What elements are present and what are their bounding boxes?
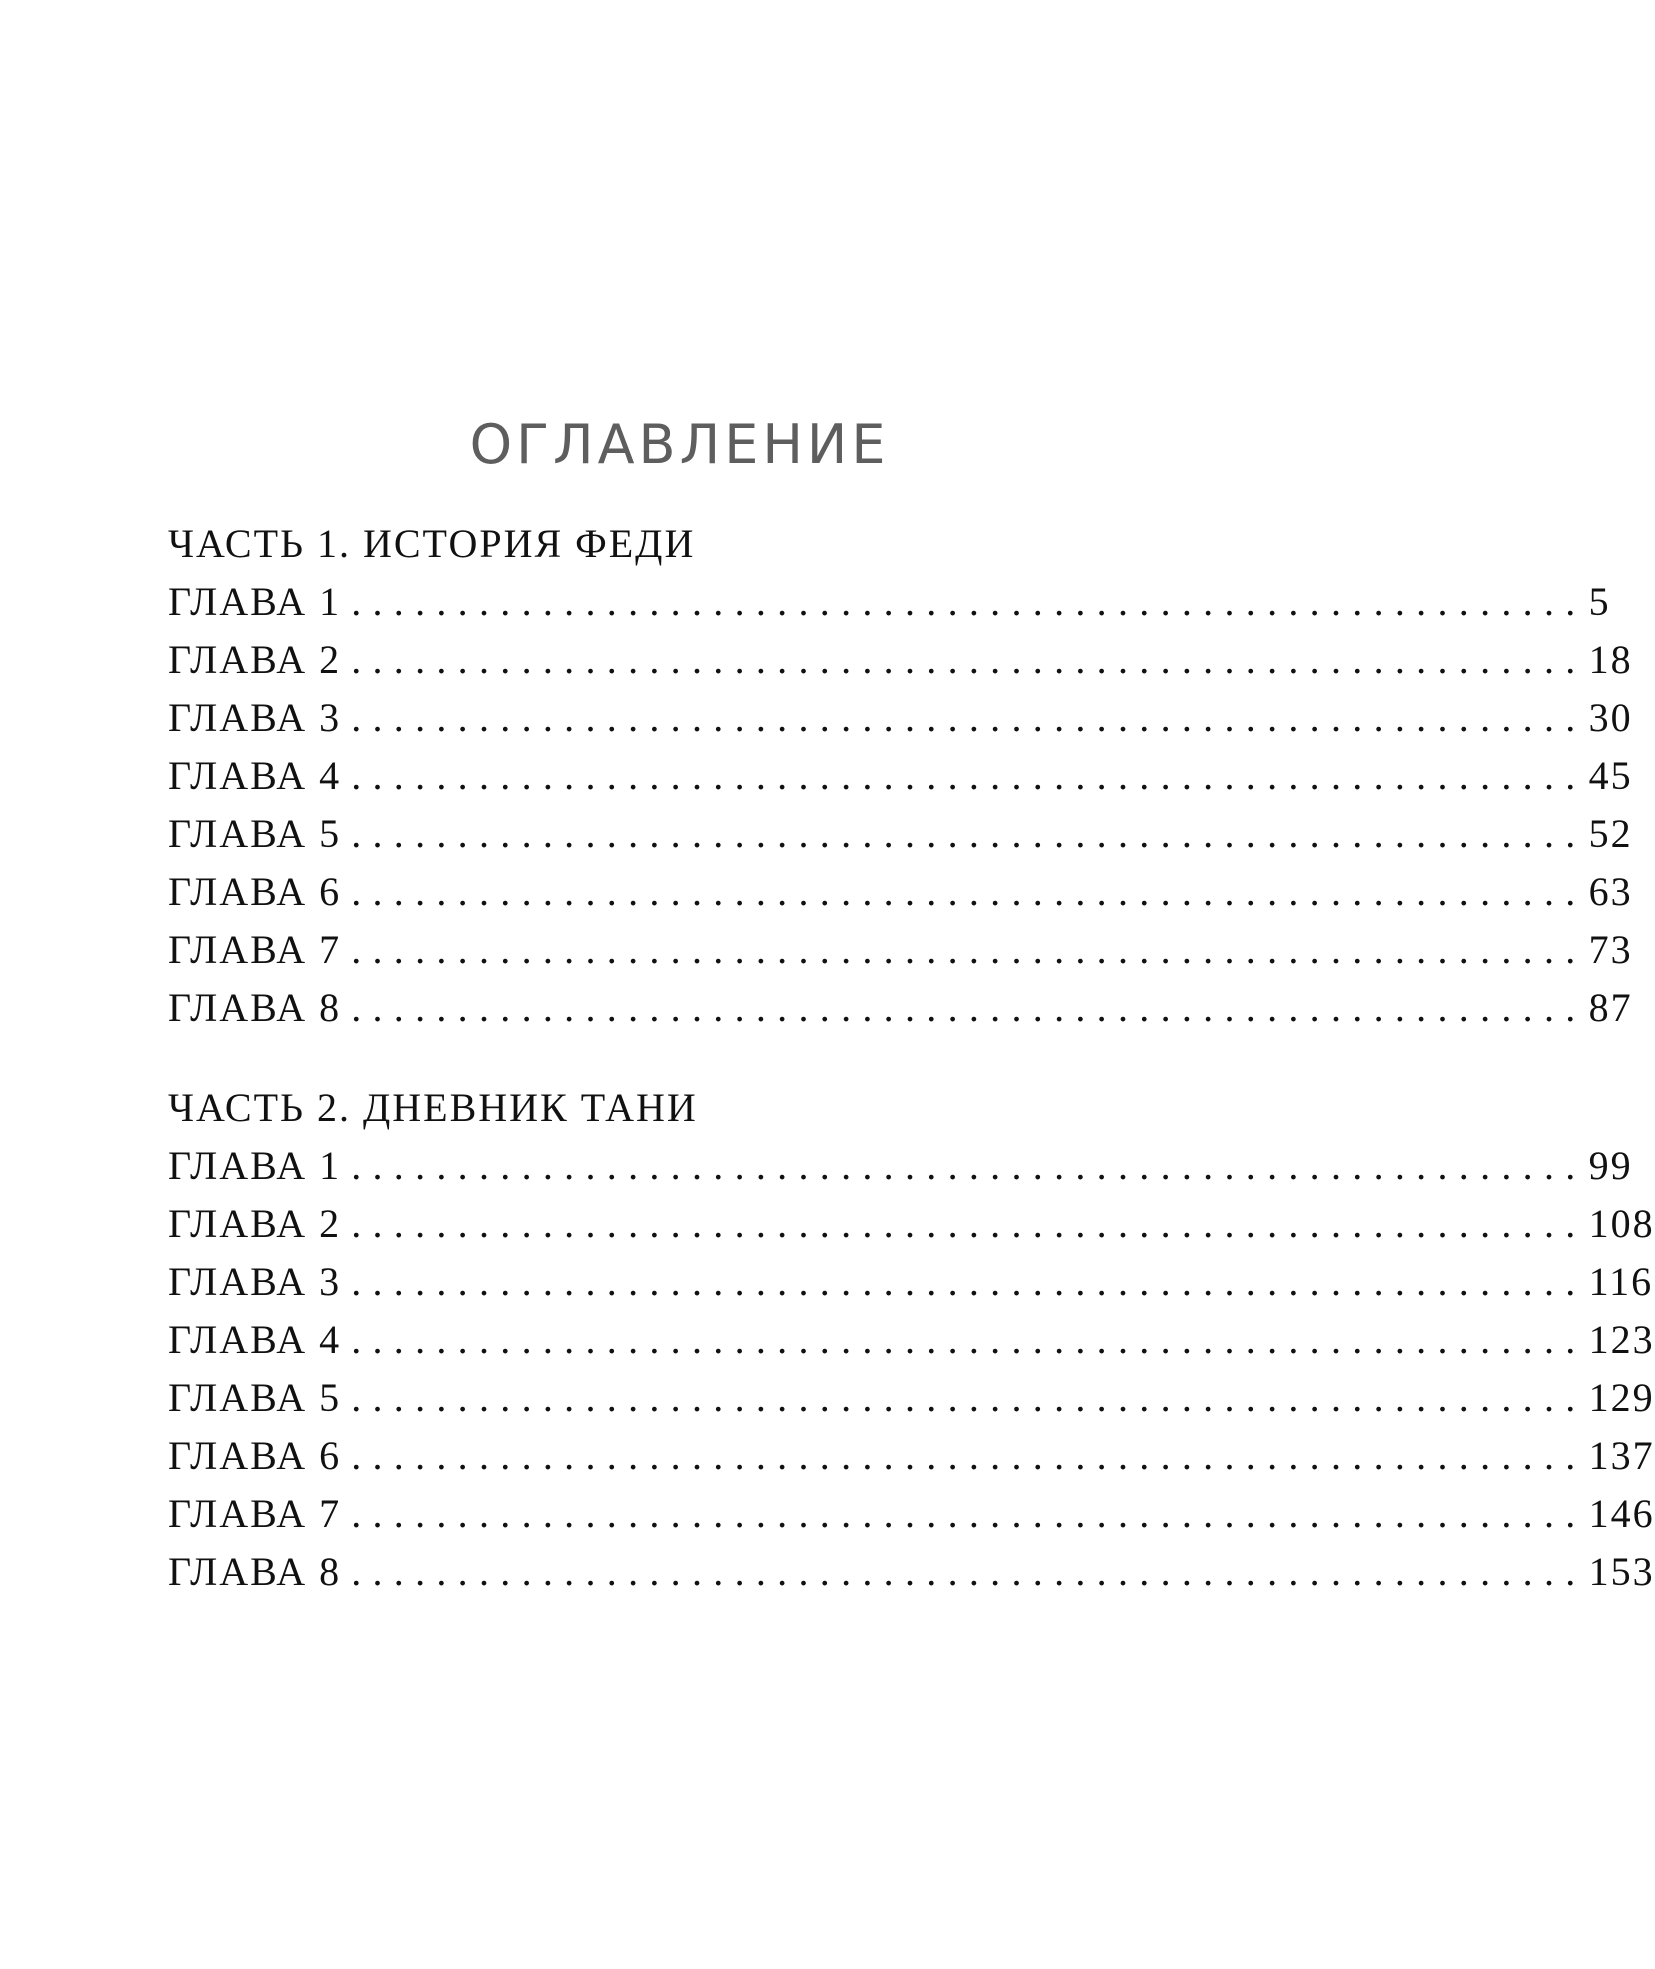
chapter-label: ГЛАВА 5 bbox=[168, 1375, 342, 1420]
toc-entry[interactable] bbox=[168, 689, 1633, 747]
dot-leader: .......................................................... bbox=[351, 1201, 1587, 1246]
page-number: 73 bbox=[1588, 927, 1633, 972]
page-number: 5 bbox=[1588, 579, 1611, 624]
page-number: 129 bbox=[1588, 1375, 1655, 1420]
toc-entry[interactable] bbox=[168, 1427, 1655, 1485]
chapter-label: ГЛАВА 7 bbox=[168, 1491, 342, 1536]
toc-entry[interactable] bbox=[168, 805, 1633, 863]
page-number: 45 bbox=[1588, 753, 1633, 798]
table-of-contents bbox=[168, 515, 1655, 1601]
chapter-label: ГЛАВА 8 bbox=[168, 985, 342, 1030]
dot-leader: .......................................................... bbox=[351, 1259, 1587, 1304]
dot-leader: .......................................................... bbox=[351, 1549, 1587, 1594]
toc-part-2 bbox=[168, 1079, 1655, 1601]
chapter-label: ГЛАВА 1 bbox=[168, 1143, 342, 1188]
chapter-list bbox=[168, 573, 1633, 1037]
toc-entry[interactable] bbox=[168, 1543, 1655, 1601]
page-number: 18 bbox=[1588, 637, 1633, 682]
chapter-label: ГЛАВА 3 bbox=[168, 695, 342, 740]
dot-leader: .......................................................... bbox=[351, 637, 1587, 682]
dot-leader: .......................................................... bbox=[351, 579, 1587, 624]
chapter-label: ГЛАВА 2 bbox=[168, 1201, 342, 1246]
page-number: 63 bbox=[1588, 869, 1633, 914]
page-number: 146 bbox=[1588, 1491, 1655, 1536]
page-number: 52 bbox=[1588, 811, 1633, 856]
page-number: 123 bbox=[1588, 1317, 1655, 1362]
chapter-label: ГЛАВА 2 bbox=[168, 637, 342, 682]
page-number: 30 bbox=[1588, 695, 1633, 740]
part-title: ЧАСТЬ 2. ДНЕВНИК ТАНИ bbox=[168, 1085, 698, 1130]
dot-leader: .......................................................... bbox=[351, 927, 1587, 972]
chapter-list bbox=[168, 1137, 1655, 1601]
chapter-label: ГЛАВА 8 bbox=[168, 1549, 342, 1594]
chapter-label: ГЛАВА 3 bbox=[168, 1259, 342, 1304]
toc-entry[interactable] bbox=[168, 979, 1633, 1037]
toc-entry[interactable] bbox=[168, 921, 1633, 979]
chapter-label: ГЛАВА 1 bbox=[168, 579, 342, 624]
chapter-label: ГЛАВА 6 bbox=[168, 869, 342, 914]
toc-entry[interactable] bbox=[168, 863, 1633, 921]
dot-leader: .......................................................... bbox=[351, 1375, 1587, 1420]
dot-leader: .......................................................... bbox=[351, 1317, 1587, 1362]
toc-entry[interactable] bbox=[168, 747, 1633, 805]
page-title: ОГЛАВЛЕНИЕ bbox=[469, 413, 890, 476]
dot-leader: .......................................................... bbox=[351, 753, 1587, 798]
chapter-label: ГЛАВА 4 bbox=[168, 753, 342, 798]
toc-entry[interactable] bbox=[168, 573, 1611, 631]
page-number: 87 bbox=[1588, 985, 1633, 1030]
dot-leader: .......................................................... bbox=[351, 695, 1587, 740]
chapter-label: ГЛАВА 5 bbox=[168, 811, 342, 856]
dot-leader: .......................................................... bbox=[351, 985, 1587, 1030]
page-number: 116 bbox=[1588, 1259, 1654, 1304]
chapter-label: ГЛАВА 7 bbox=[168, 927, 342, 972]
chapter-label: ГЛАВА 6 bbox=[168, 1433, 342, 1478]
dot-leader: .......................................................... bbox=[351, 1143, 1587, 1188]
toc-entry[interactable] bbox=[168, 1137, 1633, 1195]
page-number: 99 bbox=[1588, 1143, 1633, 1188]
page-number: 137 bbox=[1588, 1433, 1655, 1478]
dot-leader: .......................................................... bbox=[351, 811, 1587, 856]
toc-part-1 bbox=[168, 515, 1633, 1037]
dot-leader: .......................................................... bbox=[351, 869, 1587, 914]
toc-entry[interactable] bbox=[168, 631, 1633, 689]
toc-entry[interactable] bbox=[168, 1195, 1655, 1253]
page-number: 153 bbox=[1588, 1549, 1655, 1594]
toc-entry[interactable] bbox=[168, 1369, 1655, 1427]
toc-entry[interactable] bbox=[168, 1311, 1655, 1369]
dot-leader: .......................................................... bbox=[351, 1433, 1587, 1478]
toc-entry[interactable] bbox=[168, 1485, 1655, 1543]
toc-entry[interactable] bbox=[168, 1253, 1654, 1311]
page-number: 108 bbox=[1588, 1201, 1655, 1246]
dot-leader: .......................................................... bbox=[351, 1491, 1587, 1536]
part-title: ЧАСТЬ 1. ИСТОРИЯ ФЕДИ bbox=[168, 521, 696, 566]
chapter-label: ГЛАВА 4 bbox=[168, 1317, 342, 1362]
